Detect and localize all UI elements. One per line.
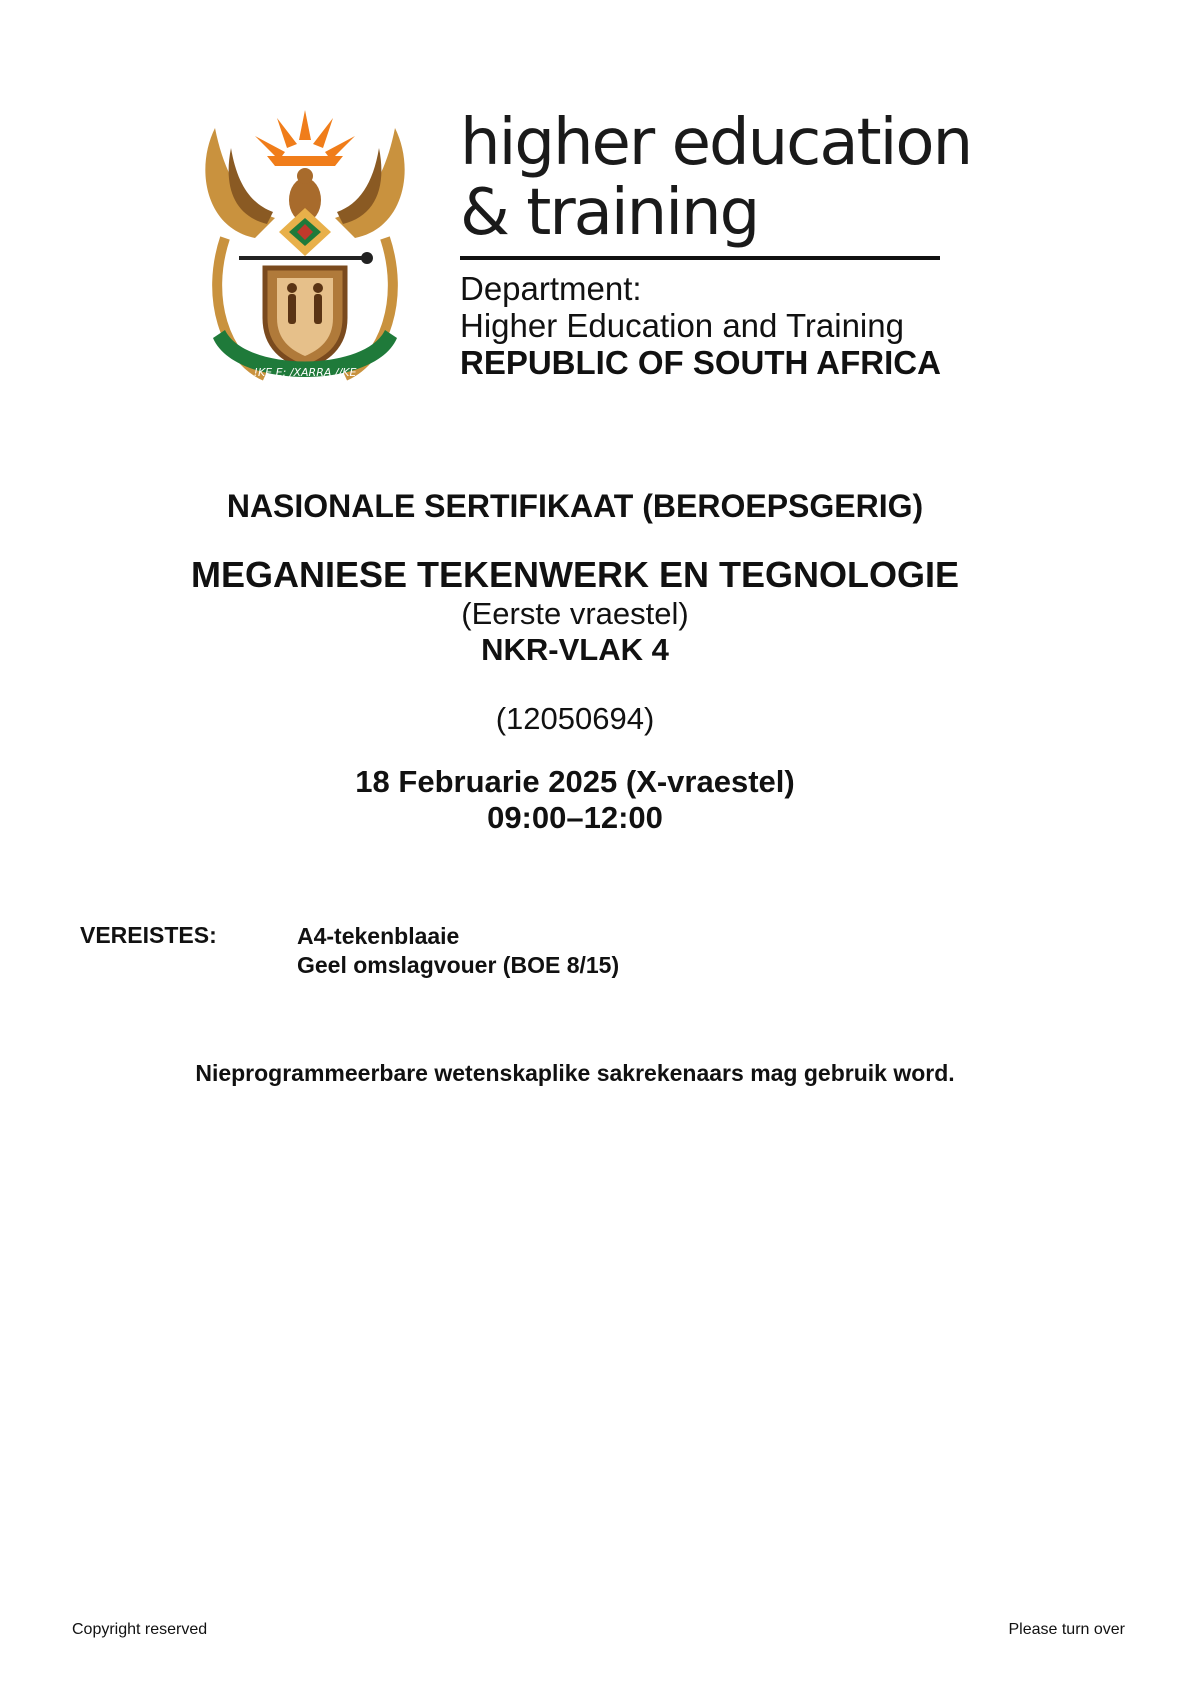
document-header [195, 106, 972, 403]
logo-motto: !KE E: /XARRA //KE [253, 366, 357, 379]
calculator-note: Nieprogrammeerbare wetenskaplike sakrekenaars mag gebruik word. [195, 1060, 955, 1086]
nqf-level: NKR-VLAK 4 [481, 632, 669, 667]
brand-line-2: & training [460, 176, 759, 250]
brand-divider [460, 256, 940, 260]
coat-of-arms-logo [195, 108, 415, 398]
department-name: Higher Education and Training [460, 307, 904, 344]
requirements-list [297, 922, 619, 980]
footer-turn-over: Please turn over [1008, 1621, 1125, 1638]
brand-line-1: higher education [460, 106, 972, 180]
exam-date: 18 Februarie 2025 (X-vraestel) [355, 764, 795, 799]
department-brand [460, 106, 972, 381]
requirements-heading: VEREISTES: [80, 922, 217, 948]
certificate-title: NASIONALE SERTIFIKAAT (BEROEPSGERIG) [226, 488, 924, 524]
requirement-item: A4-tekenblaaie [297, 923, 460, 949]
country-name: REPUBLIC OF SOUTH AFRICA [460, 344, 941, 381]
department-label: Department: [460, 270, 642, 307]
footer-copyright: Copyright reserved [72, 1621, 208, 1638]
subject-code: (12050694) [495, 701, 655, 736]
paper-number: (Eerste vraestel) [461, 596, 689, 631]
exam-time: 09:00–12:00 [487, 800, 663, 835]
subject-title: MEGANIESE TEKENWERK EN TEGNOLOGIE [190, 554, 960, 595]
requirement-item: Geel omslagvouer (BOE 8/15) [297, 952, 620, 978]
